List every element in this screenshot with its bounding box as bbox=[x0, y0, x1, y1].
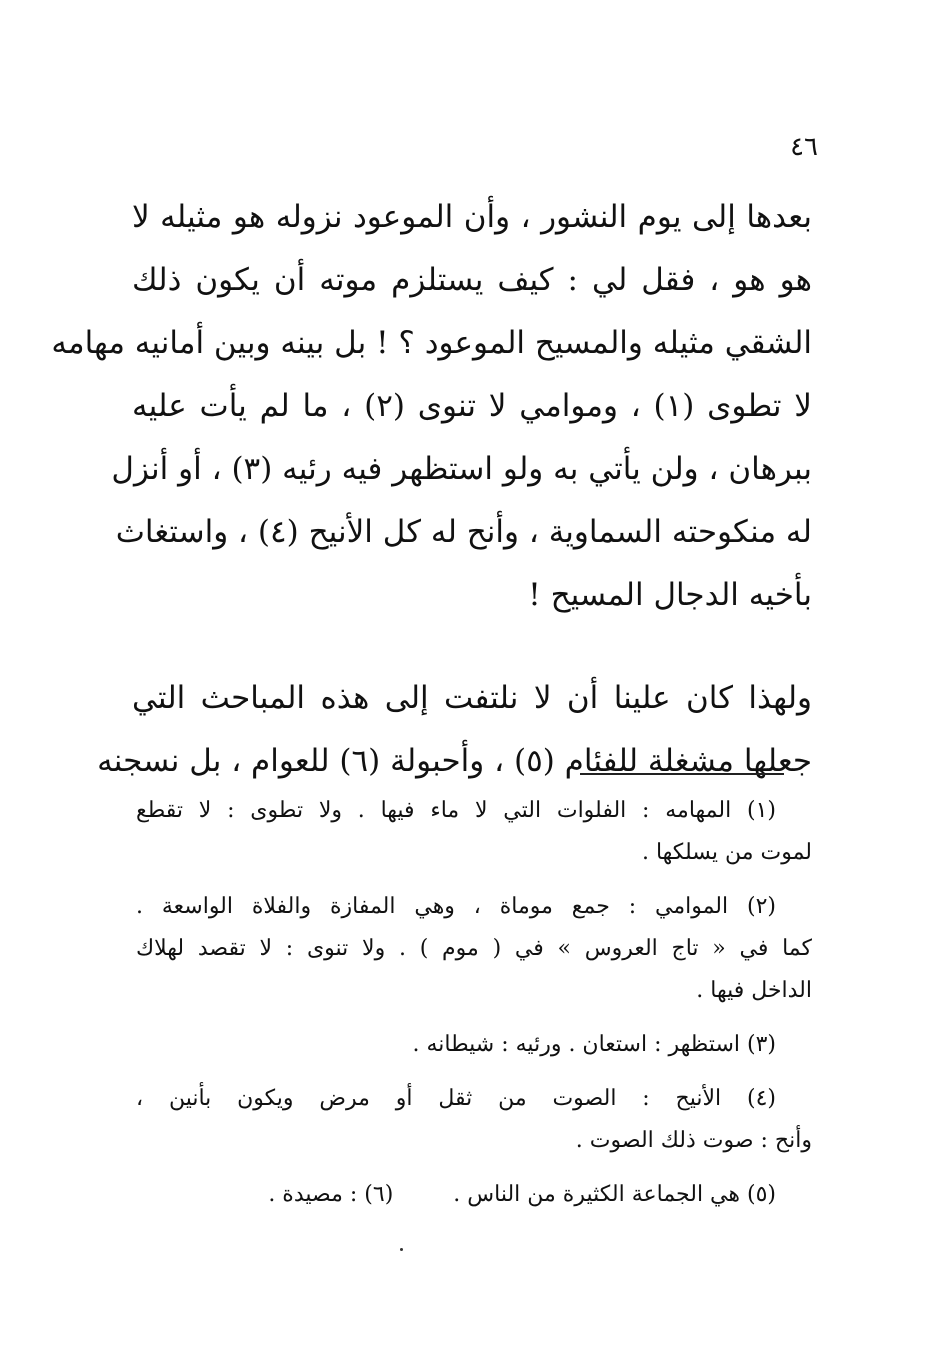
text-line: ببرهان ، ولن يأتي به ولو استظهر فيه رئيه (٣) ، أو أنزل bbox=[111, 451, 812, 487]
footnotes-5-6 bbox=[136, 1174, 812, 1216]
footnote-line: لموت من يسلكها . bbox=[641, 840, 812, 865]
footnote-line: (٤) الأنيح : الصوت من ثقل أو مرض ويكون بأنين ، bbox=[136, 1086, 776, 1111]
footnote-4 bbox=[136, 1078, 812, 1162]
text-line: له منكوحته السماوية ، وأنح له كل الأنيح (٤) ، واستغاث bbox=[115, 514, 812, 550]
footnote-3 bbox=[136, 1024, 812, 1066]
print-speck bbox=[400, 1248, 403, 1251]
footnote-divider bbox=[580, 773, 784, 775]
text-line: لا تطوى (١) ، وموامي لا تنوى (٢) ، ما لم يأت عليه bbox=[132, 388, 812, 424]
text-line: ولهذا كان علينا أن لا نلتفت إلى هذه المباحث التي bbox=[132, 680, 812, 716]
text-line: هو هو ، فقل لي : كيف يستلزم موته أن يكون ذلك bbox=[132, 262, 812, 298]
text-line: بأخيه الدجال المسيح ! bbox=[528, 577, 812, 613]
footnote-gap bbox=[136, 1012, 812, 1024]
footnote-line: (٢) الموامي : جمع موماة ، وهي المفازة والفلاة الواسعة . bbox=[136, 894, 776, 919]
page-number: ٤٦ bbox=[790, 132, 818, 162]
footnote-gap bbox=[136, 1066, 812, 1078]
footnote-6: (٦) : مصيدة . bbox=[268, 1182, 394, 1207]
text-line: بعدها إلى يوم النشور ، وأن الموعود نزوله هو مثيله لا bbox=[132, 199, 812, 235]
footnote-gap bbox=[136, 874, 812, 886]
footnote-line: كما في « تاج العروس » في ( موم ) . ولا تنوى : لا تقصد لهلاك bbox=[136, 936, 812, 961]
text-line: الشقي مثيله والمسيح الموعود ؟ ! بل بينه وبين أمانيه مهامه bbox=[51, 325, 812, 361]
footnote-line: (١) المهامه : الفلوات التي لا ماء فيها . ولا تطوى : لا تقطع bbox=[136, 798, 776, 823]
footnote-line: وأنح : صوت ذلك الصوت . bbox=[575, 1128, 812, 1153]
footnote-1 bbox=[136, 790, 812, 874]
footnotes bbox=[136, 790, 812, 1216]
text-line: جعلها مشغلة للفئام (٥) ، وأحبولة (٦) للعوام ، بل نسجنه bbox=[97, 743, 812, 779]
paragraph-gap bbox=[132, 627, 812, 667]
footnote-gap bbox=[136, 1162, 812, 1174]
main-text bbox=[51, 186, 812, 793]
footnote-5: (٥) هي الجماعة الكثيرة من الناس . bbox=[453, 1182, 776, 1207]
footnote-line: الداخل فيها . bbox=[696, 978, 812, 1003]
footnote-2 bbox=[136, 886, 812, 1012]
footnote-line: (٣) استظهر : استعان . ورئيه : شيطانه . bbox=[412, 1032, 776, 1057]
paragraph-1 bbox=[51, 186, 812, 627]
